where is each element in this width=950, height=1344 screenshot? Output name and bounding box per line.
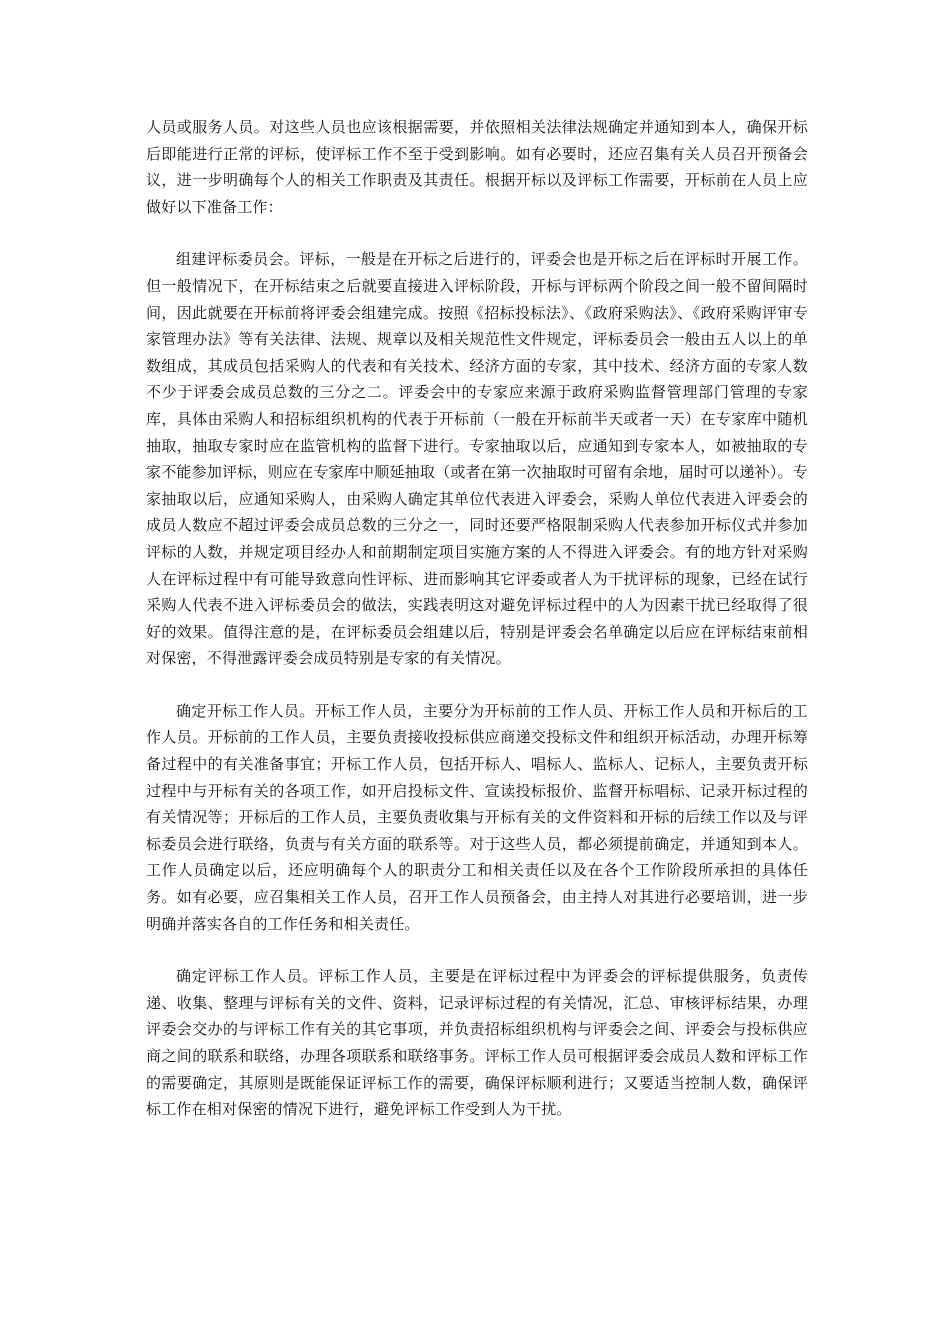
document-page	[146, 114, 808, 1149]
paragraph-evaluation-staff: 确定评标工作人员。评标工作人员，主要是在评标过程中为评委会的评标提供服务，负责传递、收集、整理与评标有关的文件、资料，记录评标过程的有关情况，汇总、审核评标结果，办理评委会交办的与评标工作有关的其它事项，并负责招标组织机构与评委会之间、评委会与投标供应商之间的联系和联络，办理各项联系和联络事务。评标工作人员可根据评委会成员人数和评标工作的需要确定，其原则是既能保证评标工作的需要，确保评标顺利进行；又要适当控制人数，确保评标工作在相对保密的情况下进行，避免评标工作受到人为干扰。	[146, 967, 808, 1119]
paragraph-evaluation-committee: 组建评标委员会。评标，一般是在开标之后进行的，评委会也是开标之后在评标时开展工作。但一般情况下，在开标结束之后就要直接进入评标阶段，开标与评标两个阶段之间一般不留间隔时间，因此就要在开标前将评委会组建完成。按照《招标投标法》、《政府采购法》、《政府采购评审专家管理办法》等有关法律、法规、规章以及相关规范性文件规定，评标委员会一般由五人以上的单数组成，其成员包括采购人的代表和有关技术、经济方面的专家，其中技术、经济方面的专家人数不少于评委会成员总数的三分之二。评委会中的专家应来源于政府采购监督管理部门管理的专家库，具体由采购人和招标组织机构的代表于开标前（一般在开标前半天或者一天）在专家库中随机抽取，抽取专家时应在监管机构的监督下进行。专家抽取以后，应通知到专家本人，如被抽取的专家不能参加评标，则应在专家库中顺延抽取（或者在第一次抽取时可留有余地，届时可以递补）。专家抽取以后，应通知采购人，由采购人确定其单位代表进入评委会，采购人单位代表进入评委会的成员人数应不超过评委会成员总数的三分之一，同时还要严格限制采购人代表参加开标仪式并参加评标的人数，并规定项目经办人和前期制定项目实施方案的人不得进入评委会。有的地方针对采购人在评标过程中有可能导致意向性评标、进而影响其它评委或者人为干扰评标的现象，已经在试行采购人代表不进入评标委员会的做法，实践表明这对避免评标过程中的人为因素干扰已经取得了很好的效果。值得注意的是，在评标委员会组建以后，特别是评委会名单确定以后应在评标结束前相对保密，不得泄露评委会成员特别是专家的有关情况。	[146, 250, 808, 668]
paragraph-continuation: 人员或服务人员。对这些人员也应该根据需要，并依照相关法律法规确定并通知到本人，确保开标后即能进行正常的评标，使评标工作不至于受到影响。如有必要时，还应召集有关人员召开预备会议，进一步明确每个人的相关工作职责及其责任。根据开标以及评标工作需要，开标前在人员上应做好以下准备工作：	[146, 118, 808, 216]
paragraph-opening-staff: 确定开标工作人员。开标工作人员，主要分为开标前的工作人员、开标工作人员和开标后的工作人员。开标前的工作人员，主要负责接收投标供应商递交投标文件和组织开标活动，办理开标筹备过程中的有关准备事宜；开标工作人员，包括开标人、唱标人、监标人、记标人，主要负责开标过程中与开标有关的各项工作，如开启投标文件、宣读投标报价、监督开标唱标、记录开标过程的有关情况等；开标后的工作人员，主要负责收集与开标有关的文件资料和开标的后续工作以及与评标委员会进行联络，负责与有关方面的联系等。对于这些人员，都必须提前确定，并通知到本人。工作人员确定以后，还应明确每个人的职责分工和相关责任以及在各个工作阶段所承担的具体任务。如有必要，应召集相关工作人员，召开工作人员预备会，由主持人对其进行必要培训，进一步明确并落实各自的工作任务和相关责任。	[146, 701, 808, 933]
